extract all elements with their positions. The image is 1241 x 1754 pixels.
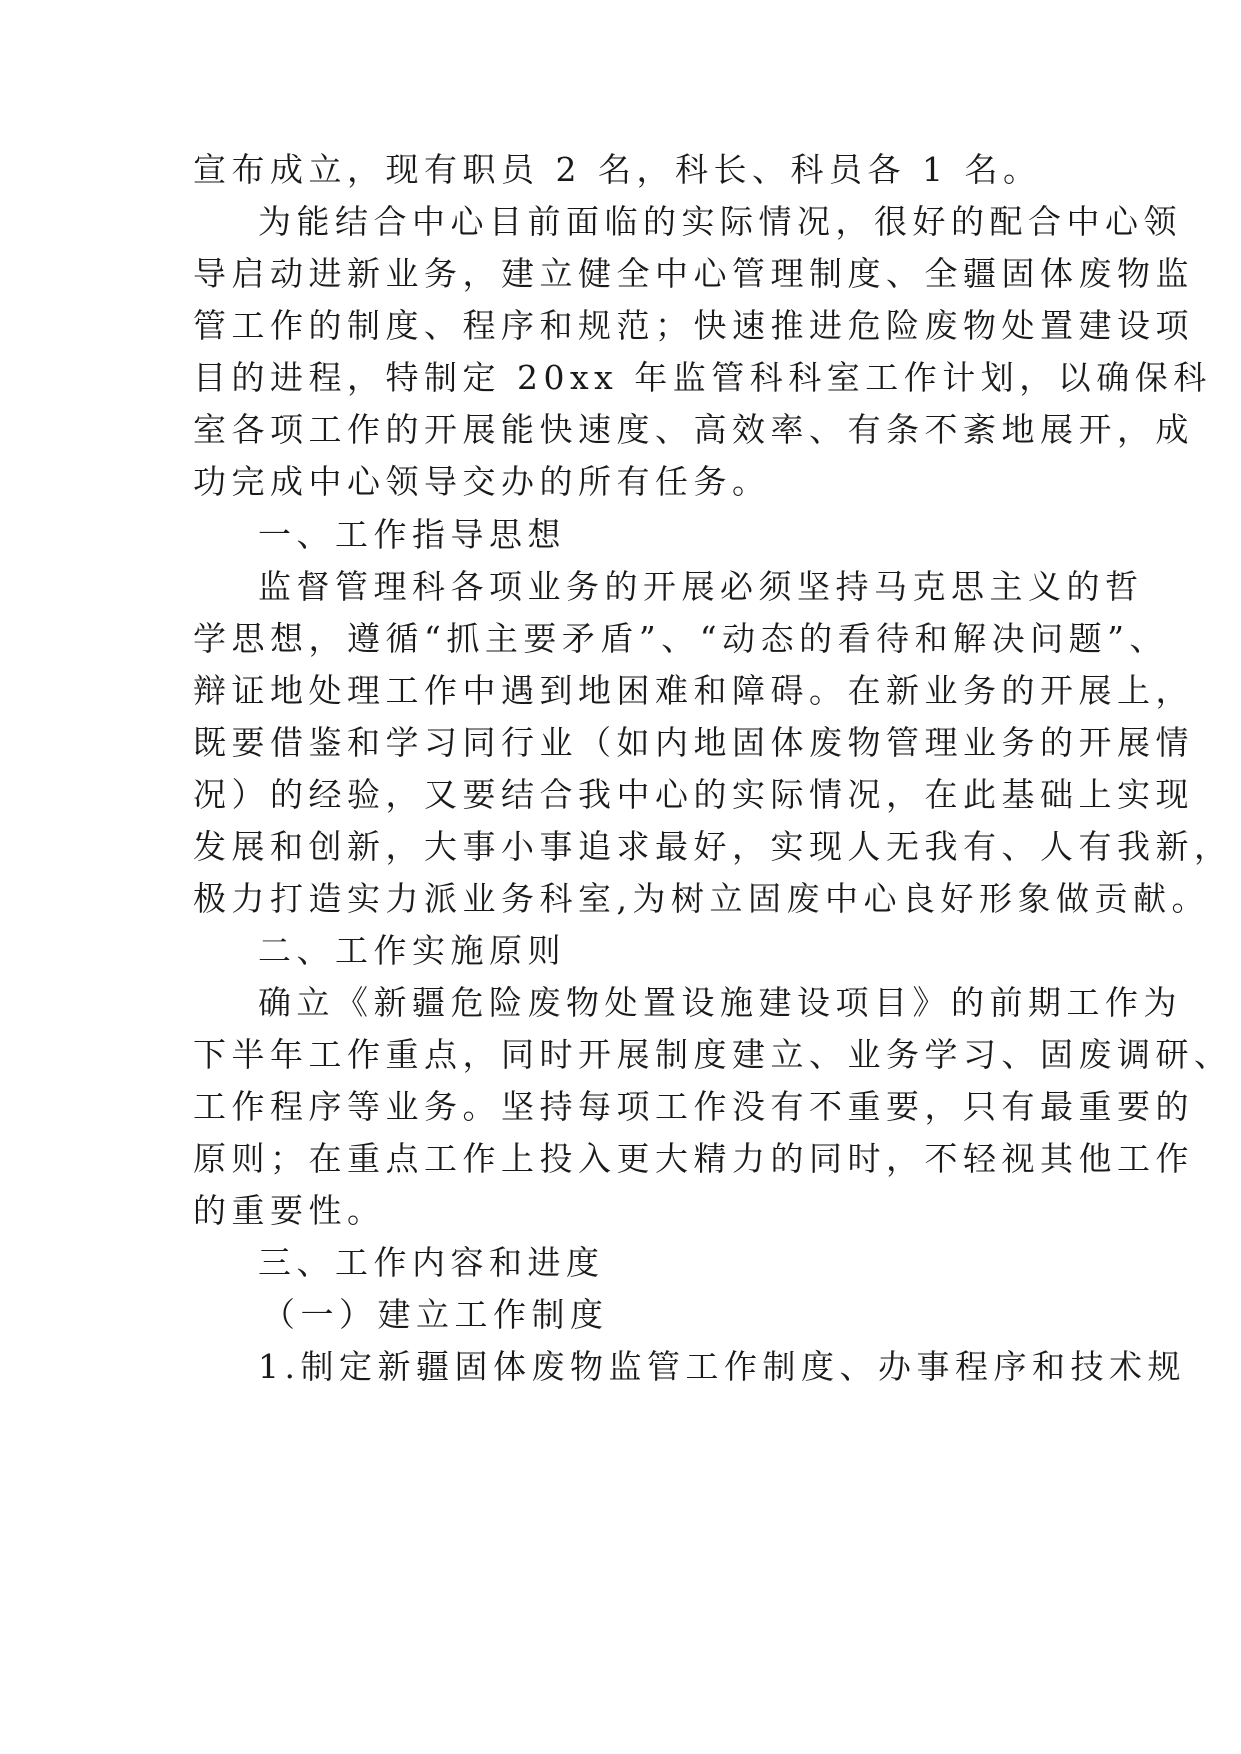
section-heading: 二、工作实施原则 (258, 931, 566, 970)
paragraph-line: 工作程序等业务。坚持每项工作没有不重要，只有最重要的 (193, 1087, 1194, 1126)
paragraph-line: 发展和创新，大事小事追求最好，实现人无我有、人有我新， (193, 827, 1233, 866)
paragraph-line: 下半年工作重点，同时开展制度建立、业务学习、固废调研、 (193, 1035, 1233, 1074)
subsection-heading: （一）建立工作制度 (262, 1295, 609, 1334)
paragraph-line: 目的进程，特制定 20xx 年监管科科室工作计划，以确保科 (193, 358, 1212, 397)
paragraph-line: 况）的经验，又要结合我中心的实际情况，在此基础上实现 (193, 775, 1194, 814)
paragraph-line: 的重要性。 (193, 1191, 386, 1230)
paragraph-line: 功完成中心领导交办的所有任务。 (193, 462, 771, 501)
paragraph-line: 宣布成立，现有职员 2 名，科长、科员各 1 名。 (193, 150, 1042, 189)
paragraph-line: 学思想，遵循“抓主要矛盾”、“动态的看待和解决问题”、 (193, 619, 1168, 658)
paragraph-line: 导启动进新业务，建立健全中心管理制度、全疆固体废物监 (193, 254, 1194, 293)
paragraph-line: 辩证地处理工作中遇到地困难和障碍。在新业务的开展上， (193, 671, 1194, 710)
paragraph-line: 管工作的制度、程序和规范；快速推进危险废物处置建设项 (193, 306, 1194, 345)
paragraph-line: 室各项工作的开展能快速度、高效率、有条不紊地展开，成 (193, 410, 1194, 449)
section-heading: 一、工作指导思想 (258, 515, 566, 554)
paragraph-line: 既要借鉴和学习同行业（如内地固体废物管理业务的开展情 (193, 723, 1194, 762)
paragraph-line: 确立《新疆危险废物处置设施建设项目》的前期工作为 (258, 983, 1182, 1022)
paragraph-line: 监督管理科各项业务的开展必须坚持马克思主义的哲 (258, 567, 1144, 606)
paragraph-line: 极力打造实力派业务科室,为树立固废中心良好形象做贡献。 (193, 879, 1210, 918)
list-item: 1.制定新疆固体废物监管工作制度、办事程序和技术规 (258, 1347, 1186, 1386)
paragraph-line: 为能结合中心目前面临的实际情况，很好的配合中心领 (258, 202, 1182, 241)
section-heading: 三、工作内容和进度 (258, 1243, 605, 1282)
paragraph-line: 原则；在重点工作上投入更大精力的同时，不轻视其他工作 (193, 1139, 1194, 1178)
